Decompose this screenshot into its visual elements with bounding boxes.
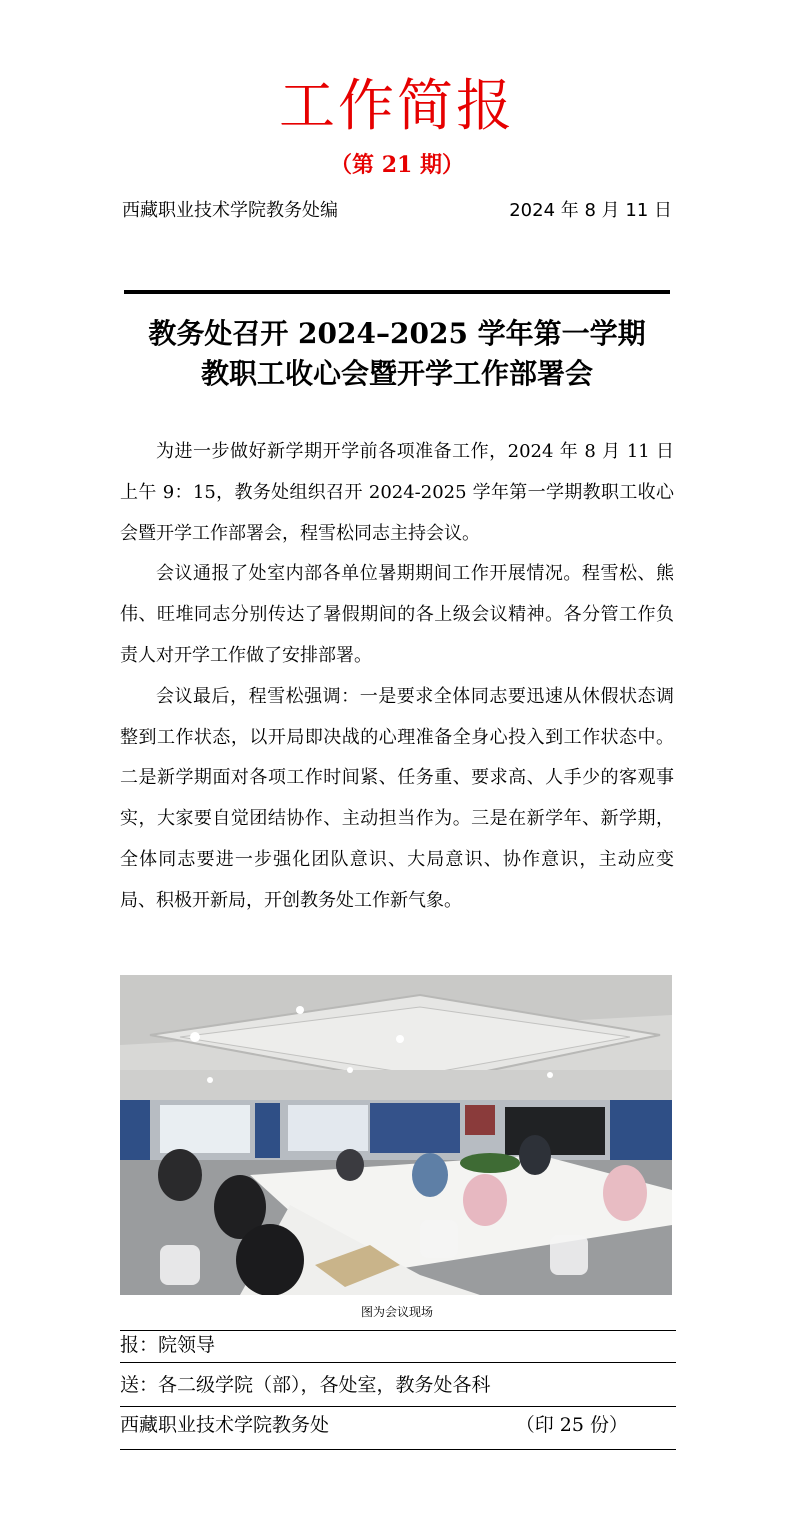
photo-caption: 图为会议现场 bbox=[360, 1305, 433, 1319]
article-paragraph: 会议最后，程雪松强调：一是要求全体同志要迅速从休假状态调整到工作状态，以开局即决战的心理准备全身心投入到工作状态中。二是新学期面对各项工作时间紧、任务重、要求高、人手少的客观事实，大家要自觉团结协作、主动担当作为。三是在新学年、新学期，全体同志要进一步强化团队意识、大局意识、协作意识，主动应变局、积极开新局，开创教务处工作新气象。 bbox=[120, 685, 674, 911]
copies: （印 25 份） bbox=[515, 1414, 628, 1436]
masthead-divider bbox=[124, 290, 670, 294]
article-headline bbox=[100, 314, 694, 394]
footer-rule bbox=[120, 1449, 676, 1450]
issuer: 西藏职业技术学院教务处 bbox=[120, 1414, 330, 1436]
footer-rule bbox=[120, 1406, 676, 1407]
headline-line-2: 教职工收心会暨开学工作部署会 bbox=[200, 357, 593, 390]
issue-number: （第 21 期） bbox=[330, 152, 464, 178]
send-to: 送：各二级学院（部），各处室，教务处各科 bbox=[120, 1374, 491, 1396]
editor-line: 西藏职业技术学院教务处编 bbox=[122, 200, 338, 221]
masthead-title: 工作简报 bbox=[279, 74, 515, 139]
footer-report-row bbox=[120, 1330, 676, 1360]
issue-date: 2024 年 8 月 11 日 bbox=[509, 200, 672, 221]
footer-send-row bbox=[120, 1370, 676, 1400]
article-paragraph: 为进一步做好新学期开学前各项准备工作，2024 年 8 月 11 日上午 9：15，教务处组织召开 2024-2025 学年第一学期教职工收心会暨开学工作部署会，程雪松同志主持会议。 bbox=[120, 441, 674, 544]
footer-issuer-row bbox=[120, 1410, 676, 1440]
masthead-meta bbox=[122, 198, 672, 224]
article-body bbox=[120, 432, 674, 922]
meeting-photo bbox=[120, 975, 672, 1295]
headline-line-1: 教务处召开 2024–2025 学年第一学期 bbox=[148, 317, 646, 350]
report-to: 报：院领导 bbox=[120, 1334, 216, 1356]
footer-rule bbox=[120, 1362, 676, 1363]
article-paragraph: 会议通报了处室内部各单位暑期期间工作开展情况。程雪松、熊伟、旺堆同志分别传达了暑假期间的各上级会议精神。各分管工作负责人对开学工作做了安排部署。 bbox=[120, 563, 674, 666]
